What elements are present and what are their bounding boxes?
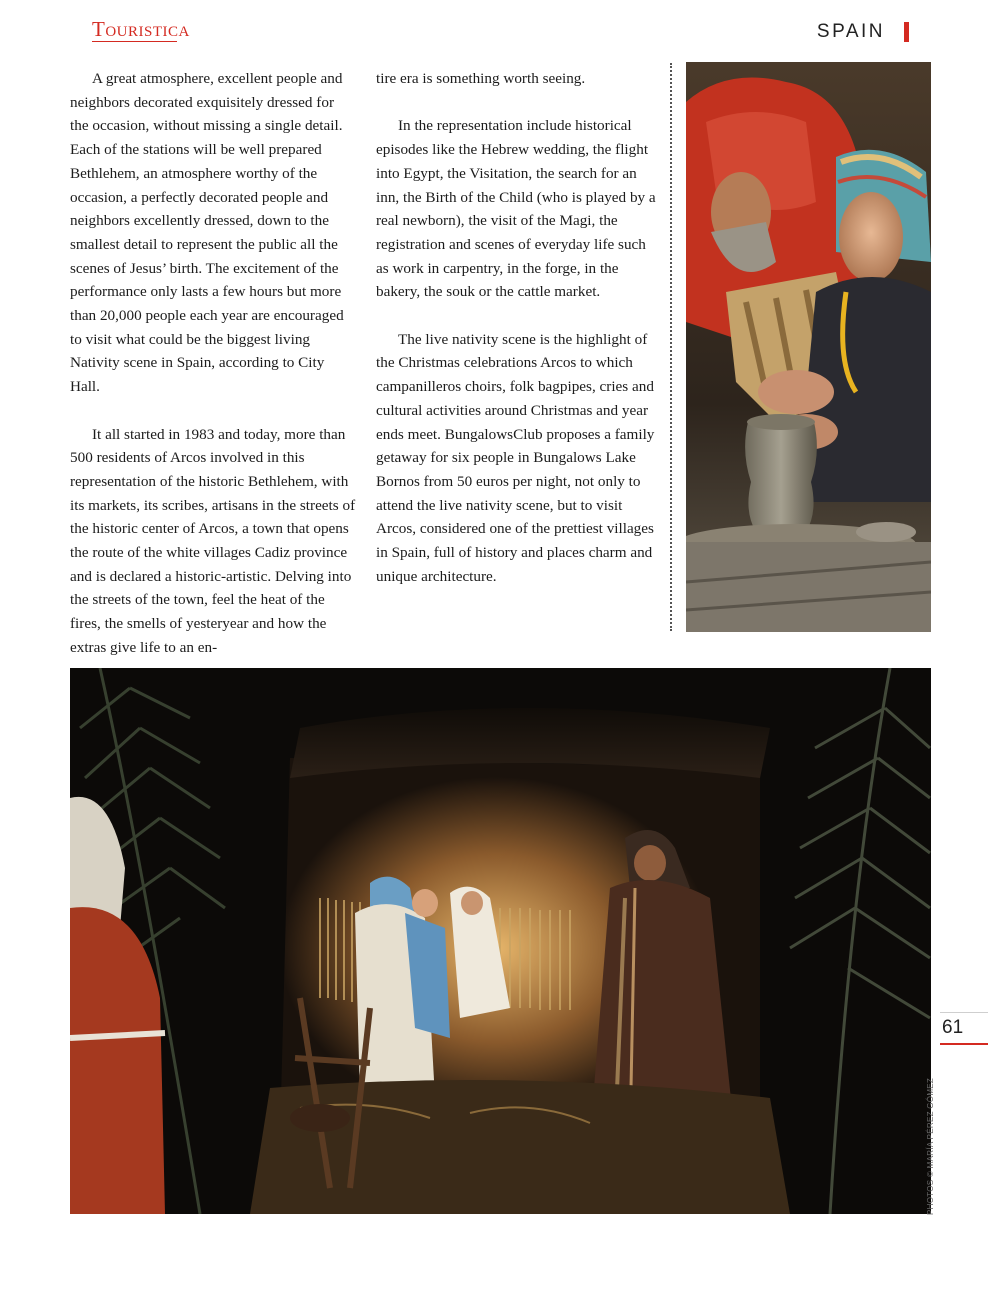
- photo-credit: PHOTOS © MARÍA PÉREZ GÓMEZ: [926, 1077, 935, 1215]
- section-accent-bar: [904, 22, 909, 42]
- paragraph: tire era is something worth seeing.: [376, 70, 586, 87]
- magazine-logo: Touristica: [92, 17, 190, 41]
- nativity-scene-photo: [70, 668, 931, 1214]
- paragraph: The live nativity scene is the highlight of the Christmas celebrations Arcos to which campanilleros choirs, folk bagpipes, cries and cultural activities around Christmas and year ends meet. BungalowsClub proposes a family getaway for six people in Bungalows Lake Bornos from 50 euros per night, not only to attend the live nativity scene, but to visit Arcos, considered one of the prettiest villages in Spain, full of history and places charm and unique architecture.: [376, 330, 655, 585]
- page-number: 61: [942, 1017, 964, 1038]
- logo-underline: [92, 41, 177, 42]
- nativity-illustration: [70, 668, 931, 1214]
- potter-photo: [686, 62, 931, 632]
- page-number-accent-rule: [940, 1043, 988, 1045]
- page-number-rule: [940, 1012, 988, 1013]
- potter-illustration: [686, 62, 931, 632]
- article-column-2: [376, 67, 662, 612]
- column-divider: [670, 63, 672, 631]
- paragraph: It all started in 1983 and today, more than 500 residents of Arcos involved in this representation of the historic Bethlehem, with its markets, its scribes, artisans in the streets of the historic center of Arcos, a town that opens the route of the white villages Cadiz province and is declared a historic-artistic. Delving into the streets of the town, feel the heat of the fires, the smells of yesteryear and how the extras give life to an en-: [70, 425, 356, 656]
- paragraph: A great atmosphere, excellent people and neighbors decorated exquisitely dressed for the occasion, without missing a single detail. Each of the stations will be well prepared Bethlehem, an atmosphere worthy of the occasion, a perfectly decorated people and neighbors excellently dressed, down to the smallest detail to represent the public all the scenes of Jesus’ birth. The excitement of the performance only lasts a few hours but more than 20,000 people each year are encouraged to visit what could be the biggest living Nativity scene in Spain, according to City Hall.: [70, 70, 344, 396]
- paragraph: In the representation include historical episodes like the Hebrew wedding, the flight into Egypt, the Visitation, the search for an inn, the Birth of the Child (who is played by a real newborn), the visit of the Magi, the registration and scenes of everyday life such as work in carpentry, in the forge, in the bakery, the souk or the cattle market.: [376, 117, 656, 301]
- section-title: SPAIN: [816, 21, 885, 42]
- article-column-1: [70, 67, 356, 683]
